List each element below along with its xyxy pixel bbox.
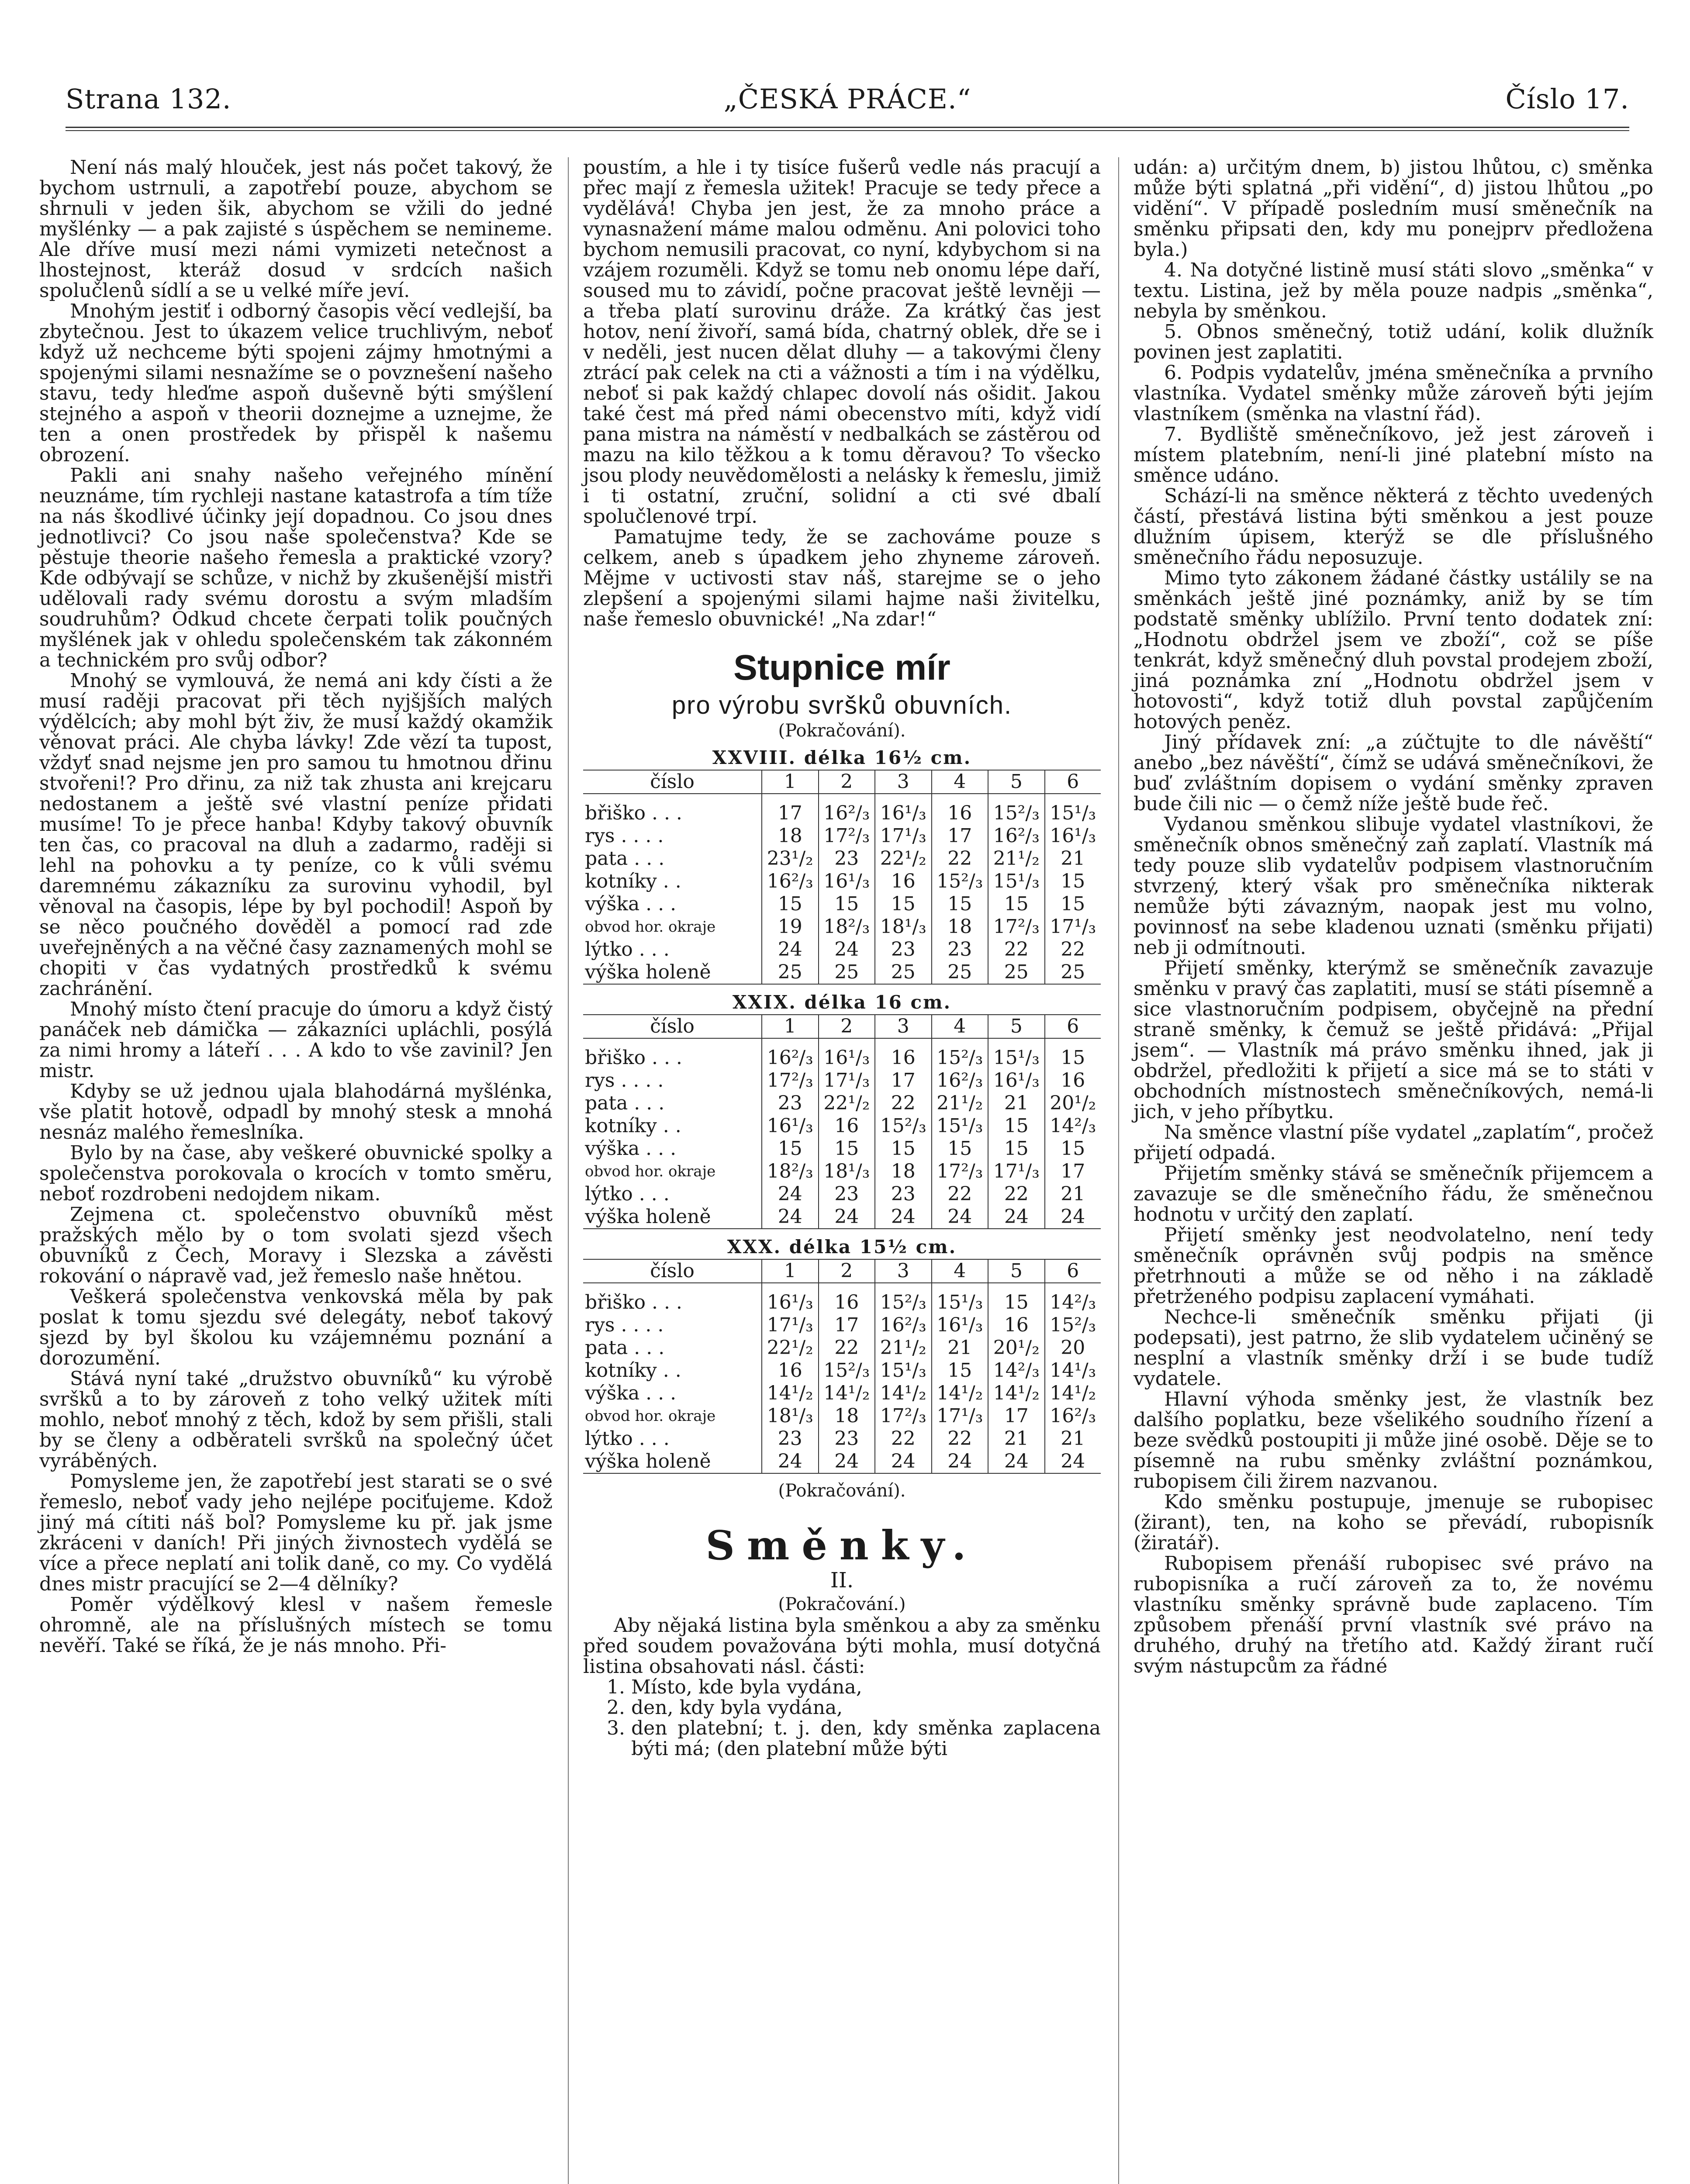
continuation-note: (Pokračování). bbox=[778, 1481, 906, 1501]
column-2 bbox=[583, 157, 1101, 1759]
column-divider bbox=[1118, 157, 1119, 2184]
table-cell: 21 bbox=[1045, 847, 1101, 870]
table-cell: 24 bbox=[762, 1450, 819, 1473]
table-cell: 17 bbox=[762, 794, 819, 825]
table-cell: 15 bbox=[1045, 870, 1101, 893]
table-header-cell: 1 bbox=[762, 770, 819, 794]
table-cell: 15¹/₃ bbox=[932, 1283, 988, 1314]
paragraph: Přijetí směnky jest neodvolatelno, není tedy směnečník oprávněn svůj podpis na směnce přetrhnouti a může se od něho i na základě přetrženého podpisu zaplacení vymáhati. bbox=[1134, 1224, 1653, 1308]
row-label: rys . . . . bbox=[585, 825, 664, 847]
paragraph: Přijetí směnky, kterýmž se směnečník zavazuje směnku v pravý čas zaplatiti, musí se státi písemně a sice vlastnoručním podpisem, obyčejně na přední straně směnky, k čemuž se ještě přidává: „Přijal jsem“. — Vlastník má právo směnku ihned, jak ji obdržel, předložiti k přijetí a sice má se to státi v obchodních místnostech směnečníkových, nemá-li jich, v jeho příbytku. bbox=[1134, 957, 1653, 1123]
table-cell: 21 bbox=[988, 1427, 1045, 1450]
table-cell: 22 bbox=[988, 1183, 1045, 1206]
paragraph: 5. Obnos směnečný, totiž udání, kolik dlužník povinen jest zaplatiti. bbox=[1134, 321, 1653, 363]
requirements-list bbox=[583, 1677, 1101, 1759]
table-cell: 17 bbox=[932, 825, 988, 847]
table-row bbox=[583, 916, 1101, 938]
table-header-cell: 4 bbox=[932, 770, 988, 794]
table-cell: 16²/₃ bbox=[875, 1314, 932, 1337]
row-label: výška . . . bbox=[585, 1382, 677, 1404]
table-cell: 20¹/₂ bbox=[988, 1337, 1045, 1359]
table-cell: 15 bbox=[819, 893, 875, 916]
table-cell: 16 bbox=[875, 870, 932, 893]
size-table-title: XXX. délka 15½ cm. bbox=[727, 1236, 957, 1258]
table-row bbox=[583, 847, 1101, 870]
paragraph: 7. Bydliště směnečníkovo, jež jest zároveň i místem platebním, není-li jiné platební místo na směnce udáno. bbox=[1134, 423, 1653, 487]
row-label: výška holeně bbox=[583, 1206, 762, 1229]
table-row bbox=[583, 961, 1101, 984]
table-cell: 24 bbox=[1045, 1206, 1101, 1229]
table-row bbox=[583, 870, 1101, 893]
table-cell: 15 bbox=[988, 893, 1045, 916]
table-cell: 14²/₃ bbox=[988, 1359, 1045, 1382]
table-cell: 21 bbox=[1045, 1427, 1101, 1450]
table-header-cell: 1 bbox=[762, 1259, 819, 1283]
paragraph: Mnohým jestiť i odborný časopis věcí vedlejší, ba zbytečnou. Jest to úkazem velice truchlivým, neboť když už nechceme býti spojeni zájmy hmotnými a spojenými silami nesnažíme se o povznešení našeho stavu, tedy hleďme aspoň duševně býti smýšlení stejného a aspoň v theorii doznejme a uznejme, že ten a onen prostředek by přispěl k našemu obrození. bbox=[39, 300, 553, 466]
table-cell: 16 bbox=[819, 1283, 875, 1314]
table-cell: 15 bbox=[1045, 1137, 1101, 1160]
table-cell: 24 bbox=[819, 938, 875, 961]
row-label: výška holeně bbox=[583, 961, 762, 984]
issue-number: Číslo 17. bbox=[1505, 83, 1629, 115]
table-cell: 25 bbox=[819, 961, 875, 984]
table-cell: 24 bbox=[932, 1206, 988, 1229]
size-chart-title: Stupnice mír bbox=[733, 648, 950, 688]
row-label: lýtko . . . bbox=[585, 1183, 670, 1205]
table-cell: 21¹/₂ bbox=[988, 847, 1045, 870]
table-cell: 17¹/₃ bbox=[762, 1314, 819, 1337]
table-cell: 15²/₃ bbox=[1045, 1314, 1101, 1337]
paragraph: Zejmena ct. společenstvo obuvníků měst pražských mělo by o tom svolati sjezd všech obuvníků z Čech, Moravy i Slezska a závěsti rokování o nápravě vad, jež řemeslo naše hnětou. bbox=[39, 1203, 553, 1287]
row-label: pata . . . bbox=[585, 847, 665, 870]
table-cell: 24 bbox=[932, 1450, 988, 1473]
table-cell: 18 bbox=[932, 916, 988, 938]
table-header-cell: číslo bbox=[583, 1259, 762, 1283]
row-label: rys . . . . bbox=[585, 1069, 664, 1092]
table-cell: 18¹/₃ bbox=[875, 916, 932, 938]
table-cell: 16²/₃ bbox=[819, 794, 875, 825]
table-cell: 15 bbox=[988, 1283, 1045, 1314]
paragraph: Mnohý místo čtení pracuje do úmoru a když čistý panáček neb dámička — zákazníci upláchli, posýlá za nimi hromy a láteří . . . A kdo to vše zavinil? Jen mistr. bbox=[39, 998, 553, 1082]
table-cell: 14¹/₂ bbox=[819, 1382, 875, 1405]
table-cell: 16 bbox=[932, 794, 988, 825]
column-1 bbox=[39, 157, 553, 1656]
size-table bbox=[583, 1259, 1101, 1474]
row-label: kotníky . . bbox=[585, 1115, 681, 1137]
table-cell: 23 bbox=[762, 1092, 819, 1115]
table-cell: 15 bbox=[988, 1137, 1045, 1160]
table-cell: 23¹/₂ bbox=[762, 847, 819, 870]
paragraph: Bylo by na čase, aby veškeré obuvnické spolky a společenstva porokovala o krocích v tomto směru, neboť rozdrobeni nedojdem nikam. bbox=[39, 1142, 553, 1205]
paragraph: Pomysleme jen, že zapotřebí jest starati se o své řemeslo, neboť vady jeho nejlépe pociťujeme. Kdož jiný má cítiti náš bol? Pomysleme ku př. jak jsme zkráceni v daních! Při jiných živnostech vydělá se více a přece neplatí ani tolik daně, co my. Co vydělá dnes mistr pracující se 2—4 dělníky? bbox=[39, 1470, 553, 1595]
table-cell: 17 bbox=[1045, 1160, 1101, 1183]
table-cell: 17¹/₃ bbox=[875, 825, 932, 847]
table-cell: 25 bbox=[932, 961, 988, 984]
paragraph: Na směnce vlastní píše vydatel „zaplatím“, pročež přijetí odpadá. bbox=[1134, 1121, 1653, 1164]
table-row bbox=[583, 1115, 1101, 1137]
table-cell: 21 bbox=[932, 1337, 988, 1359]
table-cell: 16²/₃ bbox=[988, 825, 1045, 847]
table-cell: 24 bbox=[875, 1450, 932, 1473]
table-cell: 16¹/₃ bbox=[988, 1069, 1045, 1092]
table-cell: 16²/₃ bbox=[762, 1038, 819, 1069]
table-header-cell: 3 bbox=[875, 1259, 932, 1283]
table-cell: 15²/₃ bbox=[932, 1038, 988, 1069]
table-cell: 16¹/₃ bbox=[819, 1038, 875, 1069]
table-cell: 24 bbox=[988, 1450, 1045, 1473]
table-header-cell: 6 bbox=[1045, 1259, 1101, 1283]
table-cell: 17 bbox=[875, 1069, 932, 1092]
paragraph: Kdo směnku postupuje, jmenuje se rubopisec (žirant), ten, na koho se převádí, rubopisník (žiratář). bbox=[1134, 1491, 1653, 1554]
table-cell: 25 bbox=[762, 961, 819, 984]
row-label: rys . . . . bbox=[585, 1314, 664, 1336]
table-cell: 14¹/₂ bbox=[762, 1382, 819, 1405]
table-row bbox=[583, 1038, 1101, 1069]
table-cell: 14¹/₂ bbox=[932, 1382, 988, 1405]
table-cell: 23 bbox=[819, 1427, 875, 1450]
paragraph: Poměr výdělkový klesl v našem řemesle ohromně, ale na příslušných místech se tomu nevěří. Také se říká, že je nás mnoho. Při- bbox=[39, 1593, 553, 1657]
table-row bbox=[583, 1359, 1101, 1382]
table-row bbox=[583, 1382, 1101, 1405]
table-cell: 18 bbox=[819, 1405, 875, 1427]
table-cell: 15 bbox=[762, 893, 819, 916]
table-cell: 16¹/₃ bbox=[932, 1314, 988, 1337]
table-header-cell: 5 bbox=[988, 1015, 1045, 1038]
table-cell: 22¹/₂ bbox=[875, 847, 932, 870]
row-label: kotníky . . bbox=[585, 1359, 681, 1382]
continuation-note: (Pokračování). bbox=[778, 721, 906, 741]
table-row bbox=[583, 1405, 1101, 1427]
table-cell: 24 bbox=[819, 1450, 875, 1473]
table-cell: 15 bbox=[932, 893, 988, 916]
list-item: 1. Místo, kde byla vydána, bbox=[631, 1677, 1101, 1697]
row-label: břiško . . . bbox=[585, 802, 682, 824]
table-header-cell: 4 bbox=[932, 1015, 988, 1038]
masthead-title: „ČESKÁ PRÁCE.“ bbox=[723, 83, 971, 115]
table-cell: 25 bbox=[1045, 961, 1101, 984]
table-header-cell: číslo bbox=[583, 770, 762, 794]
size-tables bbox=[583, 746, 1101, 1474]
article-title: Směnky. bbox=[705, 1522, 978, 1569]
table-header-cell: 2 bbox=[819, 770, 875, 794]
table-cell: 15²/₃ bbox=[875, 1115, 932, 1137]
table-row bbox=[583, 938, 1101, 961]
table-cell: 16 bbox=[875, 1038, 932, 1069]
table-cell: 25 bbox=[875, 961, 932, 984]
paragraph: udán: a) určitým dnem, b) jistou lhůtou, c) směnka může býti splatná „při vidění“, d) jistou lhůtou „po vidění“. V případě posledním musí směnečník na směnku připsati den, kdy mu ponejprv předložena byla.) bbox=[1134, 156, 1653, 261]
table-cell: 16²/₃ bbox=[762, 870, 819, 893]
table-cell: 15 bbox=[762, 1137, 819, 1160]
paragraph: Nechce-li směnečník směnku přijati (ji podepsati), jest patrno, že slib vydatelem učiněný se nesplní a vlastník směnky drží i se bude tudíž vydatele. bbox=[1134, 1306, 1653, 1390]
table-cell: 25 bbox=[988, 961, 1045, 984]
header-rule-top bbox=[66, 127, 1629, 128]
paragraph: Rubopisem přenáší rubopisec své právo na rubopisníka a ručí zároveň za to, že novému vlastníku směnky správně bude zaplaceno. Tím způsobem přenáší první vlastník své právo na druhého, druhý na třetího atd. Každý žirant ručí svým nástupcům za řádné bbox=[1134, 1552, 1653, 1677]
table-row bbox=[583, 1092, 1101, 1115]
table-header-cell: 4 bbox=[932, 1259, 988, 1283]
table-cell: 16²/₃ bbox=[932, 1069, 988, 1092]
table-cell: 15 bbox=[1045, 893, 1101, 916]
table-cell: 17 bbox=[819, 1314, 875, 1337]
paragraph: Hlavní výhoda směnky jest, že vlastník bez dalšího poplatku, beze všelikého soudního řízení a beze svědků postoupiti ji může jiné osobě. Děje se to písemně na rubu směnky zvláštní poznámkou, rubopisem čili žirem nazvanou. bbox=[1134, 1388, 1653, 1493]
table-cell: 14²/₃ bbox=[1045, 1115, 1101, 1137]
table-cell: 15²/₃ bbox=[932, 870, 988, 893]
table-cell: 24 bbox=[1045, 1450, 1101, 1473]
table-cell: 15¹/₃ bbox=[1045, 794, 1101, 825]
table-cell: 22¹/₂ bbox=[819, 1092, 875, 1115]
table-row bbox=[583, 893, 1101, 916]
table-cell: 21¹/₂ bbox=[932, 1092, 988, 1115]
table-header-cell: 5 bbox=[988, 770, 1045, 794]
table-cell: 22 bbox=[875, 1427, 932, 1450]
table-header-cell: 3 bbox=[875, 770, 932, 794]
table-cell: 22¹/₂ bbox=[762, 1337, 819, 1359]
table-cell: 22 bbox=[932, 1183, 988, 1206]
size-chart-subtitle: pro výrobu svršků obuvních. bbox=[671, 691, 1013, 719]
table-cell: 16¹/₃ bbox=[819, 870, 875, 893]
page-number: Strana 132. bbox=[66, 83, 232, 115]
row-label: obvod hor. okraje bbox=[585, 918, 716, 936]
table-header-cell: 3 bbox=[875, 1015, 932, 1038]
table-row bbox=[583, 1283, 1101, 1314]
paragraph: Veškerá společenstva venkovská měla by pak poslat k tomu sjezdu své delegáty, neboť takový sjezd by byl školou ku vzájemnému poznání a dorozumění. bbox=[39, 1286, 553, 1369]
table-cell: 17 bbox=[988, 1405, 1045, 1427]
table-row bbox=[583, 1337, 1101, 1359]
row-label: lýtko . . . bbox=[585, 938, 670, 961]
size-table bbox=[583, 1014, 1101, 1229]
table-cell: 17²/₃ bbox=[988, 916, 1045, 938]
paragraph: 4. Na dotyčné listině musí státi slovo „směnka“ v textu. Listina, jež by měla pouze nadpis „směnka“, nebyla by směnkou. bbox=[1134, 259, 1653, 322]
table-cell: 18¹/₃ bbox=[819, 1160, 875, 1183]
row-label: lýtko . . . bbox=[585, 1427, 670, 1450]
size-table bbox=[583, 770, 1101, 985]
table-cell: 23 bbox=[875, 1183, 932, 1206]
table-cell: 14¹/₂ bbox=[1045, 1382, 1101, 1405]
table-cell: 16²/₃ bbox=[1045, 1405, 1101, 1427]
table-cell: 15¹/₃ bbox=[932, 1115, 988, 1137]
table-cell: 17¹/₃ bbox=[1045, 916, 1101, 938]
table-cell: 17²/₃ bbox=[932, 1160, 988, 1183]
table-row bbox=[583, 1427, 1101, 1450]
table-row bbox=[583, 1314, 1101, 1337]
row-label: pata . . . bbox=[585, 1337, 665, 1359]
list-item: 2. den, kdy byla vydána, bbox=[631, 1697, 1101, 1718]
table-cell: 24 bbox=[819, 1206, 875, 1229]
table-cell: 23 bbox=[875, 938, 932, 961]
paragraph: Vydanou směnkou slibuje vydatel vlastníkovi, že směnečník obnos směnečný zaň zaplatí. Vlastník má tedy pouze slib vydatelův podpisem vlastnoručním stvrzený, který však pro směnečníka nikterak nemůže býti závazným, naopak jest mu volno, povinnosť na sebe kladenou uznati (směnku přijati) neb ji odmítnouti. bbox=[1134, 813, 1653, 959]
table-cell: 16 bbox=[819, 1115, 875, 1137]
table-cell: 16¹/₃ bbox=[762, 1115, 819, 1137]
paragraph: 6. Podpis vydatelův, jména směnečníka a prvního vlastníka. Vydatel směnky může zároveň býti jejím vlastníkem (směnka na vlastní řád). bbox=[1134, 362, 1653, 425]
table-cell: 15 bbox=[932, 1359, 988, 1382]
table-cell: 24 bbox=[988, 1206, 1045, 1229]
table-cell: 23 bbox=[762, 1427, 819, 1450]
paragraph: poustím, a hle i ty tisíce fušerů vedle nás pracují a přec mají z řemesla užitek! Pracuje se tedy přece a vydělává! Chyba jen jest, že za mnoho práce a vynasnažení máme malou odměnu. Ani polovici toho bychom nemusili pracovat, co nyní, kdybychom si na vzájem rozuměli. Když se tomu neb onomu lépe daří, soused mu to závidí, počne pracovat ještě levněji — a třeba platí surovinu dráže. Za krátký čas jest hotov, není živoří, samá bída, chatrný oblek, dře se i v neděli, jest nucen dělat dluhy — a takovými členy ztrácí pak celek na cti a vážnosti a tím i na výdělku, neboť si pak každý chlapec dovolí nás ošidit. Jakou také čest má před námi obecenstvo míti, když vidí pana mistra na náměstí v nedbalkách se zástěrou od mazu na kilo těžkou a k tomu děravou? To všecko jsou plody neuvědomělosti a nelásky k řemeslu, jimiž i ti ostatní, zruční, solidní a cti své dbalí spolučlenové trpí. bbox=[583, 156, 1101, 528]
table-cell: 22 bbox=[875, 1092, 932, 1115]
list-item: 3. den platební; t. j. den, kdy směnka zaplacena býti má; (den platební může býti bbox=[631, 1718, 1101, 1759]
table-cell: 17¹/₃ bbox=[932, 1405, 988, 1427]
row-label: obvod hor. okraje bbox=[585, 1407, 716, 1425]
table-row bbox=[583, 1183, 1101, 1206]
paragraph: Pamatujme tedy, že se zachováme pouze s celkem, aneb s úpadkem jeho zhyneme zároveň. Mějme v uctivosti stav náš, starejme se o jeho zlepšení a spojenými silami hajme naši živitelku, naše řemeslo obuvnické! „Na zdar!“ bbox=[583, 526, 1101, 630]
table-cell: 15¹/₃ bbox=[988, 1038, 1045, 1069]
row-label: břiško . . . bbox=[585, 1291, 682, 1313]
table-cell: 16¹/₃ bbox=[875, 794, 932, 825]
paragraph: Stává nyní také „družstvo obuvníků“ ku výrobě svršků a to by zároveň z toho velký užitek míti mohlo, neboť mnohý z těch, kdož by sem přišli, stali by se členy a odběrateli svršků na společný účet vyráběných. bbox=[39, 1368, 553, 1472]
table-cell: 24 bbox=[762, 1206, 819, 1229]
table-header-cell: 6 bbox=[1045, 770, 1101, 794]
table-cell: 20 bbox=[1045, 1337, 1101, 1359]
table-cell: 22 bbox=[932, 1427, 988, 1450]
table-row bbox=[583, 1160, 1101, 1183]
paragraph: Jiný přídavek zní: „a zúčtujte to dle návěští“ anebo „bez návěští“, čímž se udává směnečníkovi, že buď zvláštním dopisem o vydání směnky zpraven bude čili nic — o čemž níže ještě bude řeč. bbox=[1134, 731, 1653, 815]
paragraph: Mnohý se vymlouvá, že nemá ani kdy čísti a že musí raději pracovat při těch nyjšjších malých výdělcích; aby mohl být živ, že musí každý okamžik věnovat práci. Ale chyba lávky! Zde vězí ta tupost, vždyť snad nejsme jen pro samou tu hmotnou dřinu stvořeni!? Pro dřinu, za niž tak zhusta ani krejcaru nedostanem a ještě své vlastní peníze přidati musíme! To je přece hanba! Kdyby takový obuvník ten čas, co pracoval na dluh a zadarmo, raději si lehl na pohovku a ty peníze, co k vůli svému daremnému zákazníku za surovinu vyhodil, byl věnoval na časopis, lépe by byl pochodil! Aspoň by se něco poučného dověděl a pomocí rad zde uveřejněných a na věčné časy zaznamených mohl se chopiti v čas vydatných prostředků k svému zachránění. bbox=[39, 670, 553, 1000]
size-table-title: XXVIII. délka 16½ cm. bbox=[712, 747, 972, 768]
paragraph: Aby nějaká listina byla směnkou a aby za směnku před soudem považována býti mohla, musí dotyčná listina obsahovati násl. části: bbox=[583, 1614, 1101, 1678]
table-row bbox=[583, 1206, 1101, 1229]
table-cell: 18 bbox=[875, 1160, 932, 1183]
table-row bbox=[583, 825, 1101, 847]
table-cell: 23 bbox=[819, 1183, 875, 1206]
table-cell: 17²/₃ bbox=[762, 1069, 819, 1092]
size-table-title: XXIX. délka 16 cm. bbox=[732, 992, 952, 1013]
table-header-cell: 2 bbox=[819, 1015, 875, 1038]
table-cell: 17²/₃ bbox=[875, 1405, 932, 1427]
row-label: břiško . . . bbox=[585, 1047, 682, 1069]
page-header bbox=[66, 74, 1629, 122]
paragraph: Schází-li na směnce některá z těchto uvedených částí, přestává listina býti směnkou a jest pouze dlužním úpisem, kterýž se dle příslušného směnečního řádu neposuzuje. bbox=[1134, 485, 1653, 569]
table-cell: 15 bbox=[988, 1115, 1045, 1137]
table-cell: 15²/₃ bbox=[819, 1359, 875, 1382]
row-label: pata . . . bbox=[585, 1092, 665, 1114]
table-cell: 23 bbox=[819, 847, 875, 870]
paragraph: Kdyby se už jednou ujala blahodárná myšlénka, vše platit hotově, odpadl by mnohý stesk a mnohá nesnáz malého řemeslníka. bbox=[39, 1080, 553, 1144]
table-cell: 17¹/₃ bbox=[988, 1160, 1045, 1183]
table-cell: 22 bbox=[932, 847, 988, 870]
article-part: II. bbox=[830, 1568, 854, 1593]
table-cell: 23 bbox=[932, 938, 988, 961]
row-label: výška holeně bbox=[583, 1450, 762, 1473]
table-cell: 14¹/₃ bbox=[1045, 1359, 1101, 1382]
table-row bbox=[583, 1450, 1101, 1473]
table-cell: 15 bbox=[932, 1137, 988, 1160]
table-row bbox=[583, 1137, 1101, 1160]
paragraph: Pakli ani snahy našeho veřejného mínění neuznáme, tím rychleji nastane katastrofa a tím tíže na nás škodlivé účinky její dopadnou. Co jsou dnes jednotlivci? Co jsou naše společenstva? Kde se pěstuje theorie našeho řemesla a praktické vzory? Kde odbývají se schůze, v nichž by zkušenější mistři udělovali rady svému dorostu a svým mladším soudruhům? Odkud chcete čerpati tolik poučných myšlének jak v ohledu společenském tak zákonném a technickém pro svůj odbor? bbox=[39, 464, 553, 671]
table-cell: 24 bbox=[762, 1183, 819, 1206]
table-cell: 18²/₃ bbox=[762, 1160, 819, 1183]
table-cell: 14¹/₂ bbox=[875, 1382, 932, 1405]
table-cell: 14²/₃ bbox=[1045, 1283, 1101, 1314]
table-cell: 22 bbox=[819, 1337, 875, 1359]
row-label: výška . . . bbox=[585, 1137, 677, 1160]
table-cell: 24 bbox=[875, 1206, 932, 1229]
table-cell: 21 bbox=[988, 1092, 1045, 1115]
row-label: výška . . . bbox=[585, 893, 677, 915]
table-cell: 15¹/₃ bbox=[988, 870, 1045, 893]
table-header-cell: 2 bbox=[819, 1259, 875, 1283]
table-row bbox=[583, 1069, 1101, 1092]
table-cell: 24 bbox=[762, 938, 819, 961]
header-rule-bottom bbox=[66, 130, 1629, 131]
column-3 bbox=[1134, 157, 1653, 1676]
table-cell: 21¹/₂ bbox=[875, 1337, 932, 1359]
table-cell: 20¹/₂ bbox=[1045, 1092, 1101, 1115]
table-cell: 18¹/₃ bbox=[762, 1405, 819, 1427]
table-cell: 14¹/₂ bbox=[988, 1382, 1045, 1405]
paragraph: Přijetím směnky stává se směnečník přijemcem a zavazuje se dle směnečního řádu, že směnečnou hodnotu v určitý den zaplatí. bbox=[1134, 1162, 1653, 1226]
table-header-cell: 5 bbox=[988, 1259, 1045, 1283]
table-header-cell: číslo bbox=[583, 1015, 762, 1038]
table-row bbox=[583, 794, 1101, 825]
table-cell: 15 bbox=[875, 893, 932, 916]
table-cell: 18²/₃ bbox=[819, 916, 875, 938]
table-cell: 15 bbox=[875, 1137, 932, 1160]
table-cell: 18 bbox=[762, 825, 819, 847]
table-cell: 22 bbox=[1045, 938, 1101, 961]
row-label: obvod hor. okraje bbox=[585, 1163, 716, 1180]
row-label: kotníky . . bbox=[585, 870, 681, 892]
table-cell: 16¹/₃ bbox=[762, 1283, 819, 1314]
table-cell: 15 bbox=[1045, 1038, 1101, 1069]
table-cell: 15²/₃ bbox=[988, 794, 1045, 825]
table-cell: 16¹/₃ bbox=[1045, 825, 1101, 847]
table-cell: 17²/₃ bbox=[819, 825, 875, 847]
paragraph: Mimo tyto zákonem žádané částky ustálily se na směnkách ještě jiné poznámky, aniž by se tím podstatě směnky ublížilo. První tento dodatek zní: „Hodnotu obdržel jsem ve zboží“, což se píše tenkrát, když směnečný dluh povstal prodejem zboží, jiná poznámka zní „Hodnotu obdržel jsem v hotovosti“, když totiž dluh povstal zapůjčením hotových peněz. bbox=[1134, 567, 1653, 733]
table-cell: 17¹/₃ bbox=[819, 1069, 875, 1092]
paragraph: Není nás malý hlouček, jest nás počet takový, že bychom ustrnuli, a zapotřebí pouze, abychom se shrnuli v jeden šik, abychom se vžili do jedné myšlénky — a pak zajisté s úspěchem se nemineme. Ale dříve musí mezi námi vymizeti netečnost a lhostejnost, kteráž dosud v srdcích našich spolučlenů sídlí a se u velké míře jeví. bbox=[39, 156, 553, 302]
table-cell: 15 bbox=[819, 1137, 875, 1160]
table-cell: 16 bbox=[988, 1314, 1045, 1337]
column-divider bbox=[568, 157, 569, 2184]
table-header-cell: 6 bbox=[1045, 1015, 1101, 1038]
table-cell: 15²/₃ bbox=[875, 1283, 932, 1314]
table-header-cell: 1 bbox=[762, 1015, 819, 1038]
table-cell: 19 bbox=[762, 916, 819, 938]
table-cell: 15¹/₃ bbox=[875, 1359, 932, 1382]
continuation-note: (Pokračování.) bbox=[778, 1594, 906, 1614]
table-cell: 16 bbox=[1045, 1069, 1101, 1092]
table-cell: 21 bbox=[1045, 1183, 1101, 1206]
table-cell: 22 bbox=[988, 938, 1045, 961]
table-cell: 16 bbox=[762, 1359, 819, 1382]
